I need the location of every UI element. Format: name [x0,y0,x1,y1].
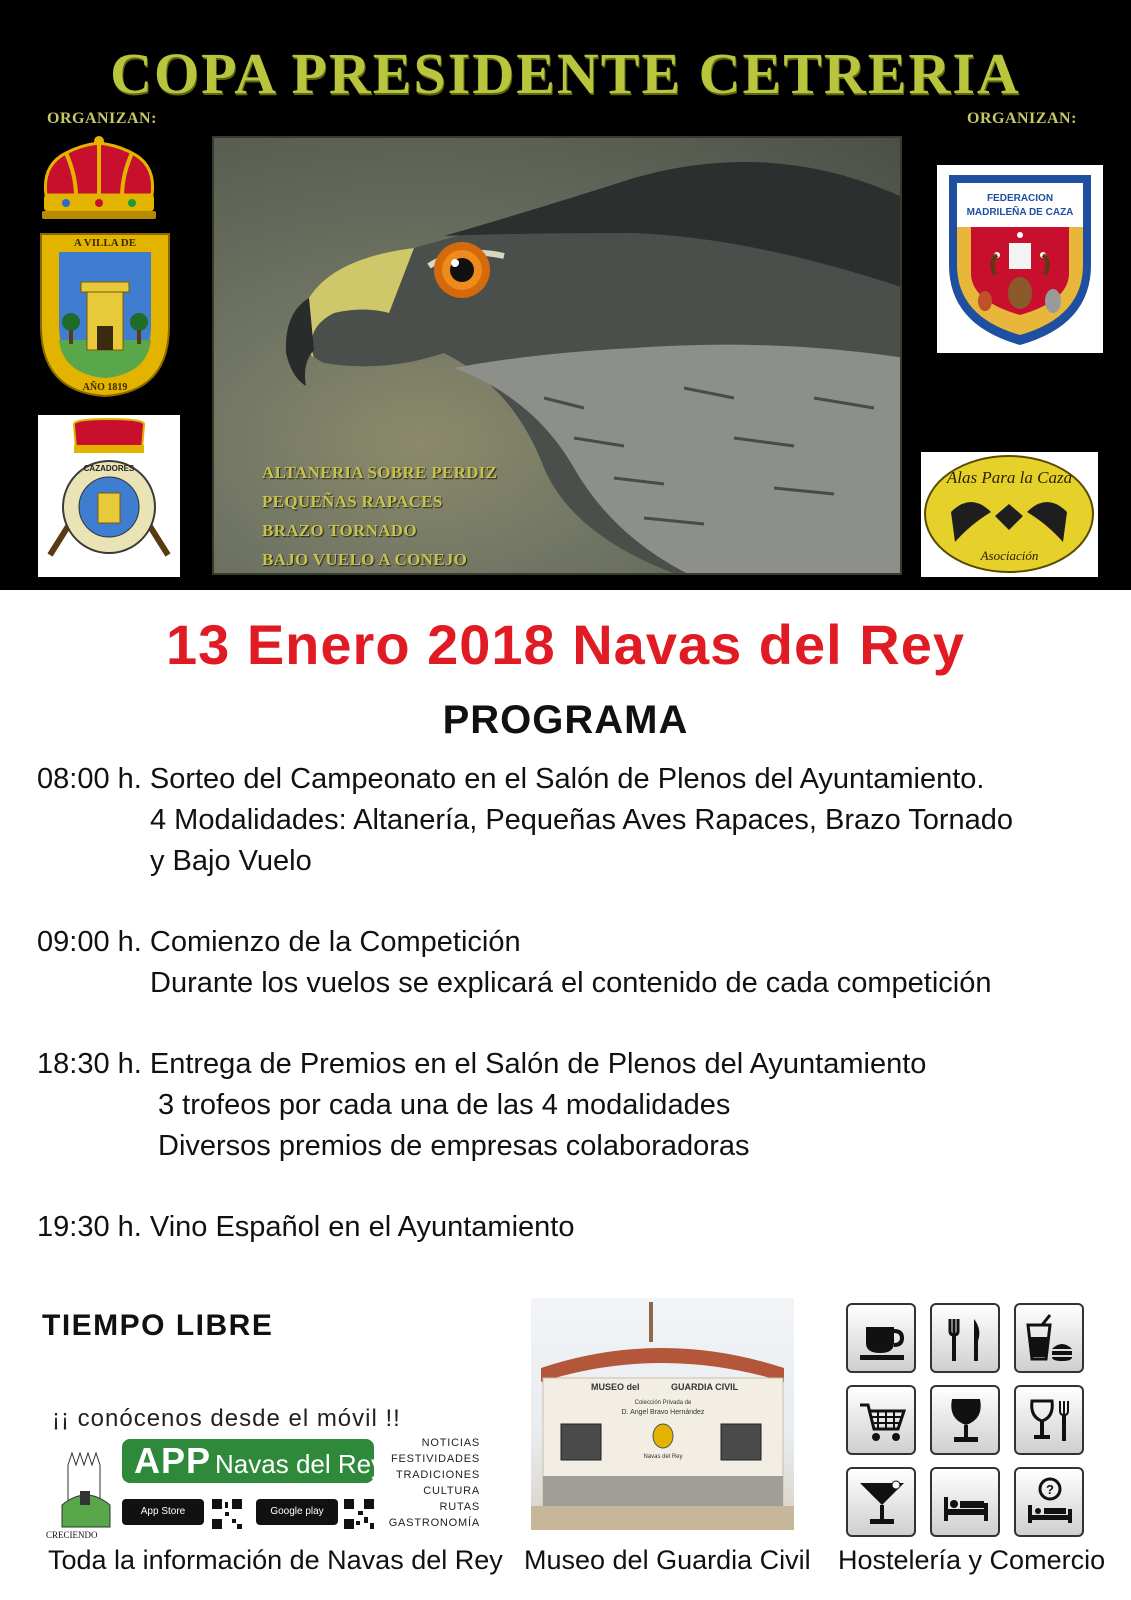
svg-text:AÑO 1819: AÑO 1819 [82,382,128,393]
caption-info-navas: Toda la información de Navas del Rey [48,1545,503,1575]
coffee-cup-icon [846,1303,916,1373]
caption-museo: Museo del Guardia Civil [524,1545,811,1575]
program-heading: PROGRAMA [442,698,689,742]
poster-title: COPA PRESIDENTE CETRERIA [110,41,1021,106]
svg-text:CAZADORES: CAZADORES [83,464,135,473]
program-item-1830: 18:30 h. Entrega de Premios en el Salón de Plenos del Ayuntamiento [37,1048,927,1080]
fork-knife-icon [930,1303,1000,1373]
program-detail-vuelos: Durante los vuelos se explicará el contenido de cada competición [150,967,992,999]
svg-text:MUSEO del: MUSEO del [591,1382,640,1392]
svg-text:Navas del Rey: Navas del Rey [643,1454,683,1460]
museo-guardia-civil-photo [531,1298,794,1530]
program-detail-trofeos: 3 trofeos por cada una de las 4 modalidades [158,1089,731,1121]
qr-code-icon [342,1497,376,1531]
wine-glass-icon [930,1385,1000,1455]
program-detail-modalidades: 4 Modalidades: Altanería, Pequeñas Aves Rapaces, Brazo Tornado [150,804,1014,836]
modality-pequenas-rapaces: PEQUEÑAS RAPACES [262,492,443,511]
program-item-0800: 08:00 h. Sorteo del Campeonato en el Salón de Plenos del Ayuntamiento. [37,763,985,795]
creciendo-label: CRECIENDO [46,1530,98,1540]
svg-text:FEDERACION: FEDERACION [986,193,1054,204]
svg-text:Colección Privada de: Colección Privada de [634,1400,692,1406]
program-item-1930: 19:30 h. Vino Español en el Ayuntamiento [37,1211,575,1243]
app-store-button[interactable]: App Store [122,1499,204,1525]
organizers-label-left: ORGANIZAN: [47,110,157,127]
qr-code-icon [210,1497,244,1531]
app-topic: RUTAS [439,1501,480,1513]
information-bed-icon [1014,1467,1084,1537]
app-word: APP [134,1440,212,1481]
caption-hosteleria: Hostelería y Comercio [838,1545,1106,1575]
goshawk-photo [212,136,902,575]
svg-text:D. Angel Bravo Hernández: D. Angel Bravo Hernández [621,1409,705,1416]
program-detail-bajo-vuelo: y Bajo Vuelo [150,845,312,877]
app-topic: CULTURA [423,1485,480,1497]
svg-text:MADRILEÑA DE CAZA: MADRILEÑA DE CAZA [966,207,1074,218]
organizers-label-right: ORGANIZAN: [967,110,1077,127]
google-play-button[interactable]: Google play [256,1499,338,1525]
alas-subtitle: Asociación [980,548,1039,563]
cocktail-icon [846,1467,916,1537]
modality-bajo-vuelo: BAJO VUELO A CONEJO [262,550,468,569]
app-topic: NOTICIAS [421,1437,480,1449]
villa-navas-del-rey-crest [37,230,173,400]
svg-text:?: ? [1046,1482,1054,1497]
royal-crown-logo [36,135,162,223]
app-topics-list [374,1435,480,1531]
app-navas-del-rey-badge[interactable] [122,1439,385,1483]
svg-text:GUARDIA CIVIL: GUARDIA CIVIL [671,1382,739,1392]
program-detail-premios: Diversos premios de empresas colaboradoras [158,1130,750,1162]
svg-text:A VILLA DE: A VILLA DE [73,237,137,249]
alas-para-la-caza-logo [921,452,1098,577]
shopping-cart-icon [846,1385,916,1455]
federacion-madrilena-caza-logo [937,165,1103,353]
app-town: Navas del Rey [215,1449,385,1479]
app-topic: GASTRONOMÍA [388,1517,480,1529]
modality-brazo-tornado: BRAZO TORNADO [262,521,417,540]
modality-altaneria: ALTANERIA SOBRE PERDIZ [262,463,498,482]
app-promo [44,1405,484,1543]
services-icon-grid [846,1303,1084,1545]
bed-icon [930,1467,1000,1537]
app-topic: FESTIVIDADES [390,1453,480,1465]
program-item-0900: 09:00 h. Comienzo de la Competición [37,926,521,958]
sociedad-cazadores-logo [38,415,180,577]
free-time-heading: TIEMPO LIBRE [42,1309,274,1342]
app-headline: ¡¡ conócenos desde el móvil !! [52,1405,401,1432]
glass-cutlery-icon [1014,1385,1084,1455]
drink-burger-icon [1014,1303,1084,1373]
creciendo-castle-logo [54,1445,118,1541]
event-date-location: 13 Enero 2018 Navas del Rey [165,613,966,676]
alas-title: Alas Para la Caza [946,468,1073,487]
app-topic: TRADICIONES [396,1469,480,1481]
